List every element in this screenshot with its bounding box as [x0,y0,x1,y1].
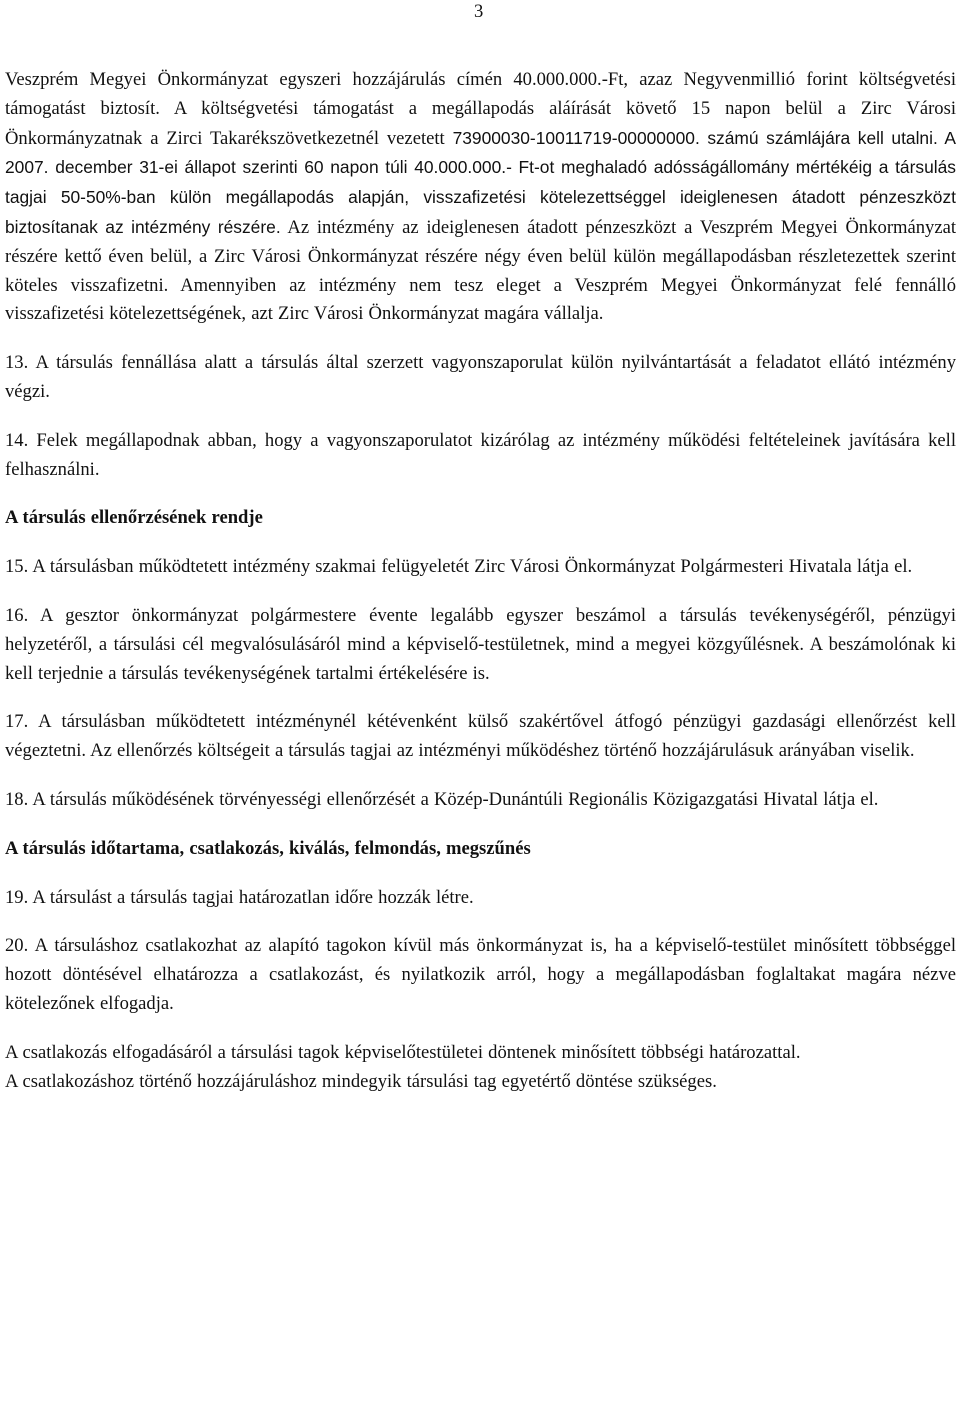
paragraph-accession-consent: A csatlakozáshoz történő hozzájáruláshoz mindegyik társulási tag egyetértő döntése szükséges. [5,1070,717,1092]
paragraph-14: 14. Felek megállapodnak abban, hogy a vagyonszaporulatot kizárólag az intézmény működési feltételeinek javítására kell felhasználni. [5,429,956,480]
intro-account-text: 73900030-10011719-00000000. számú számlájára kell utalni. A 2007. december 31-ei állapot szerinti 60 napon túli 40.000.000.- Ft-ot meghaladó adósságállomány mértékéig a társulás tagjai 50-50%-ban külön megállapodás alapján, visszafizetési kötelezettséggel ideiglenesen átadott pénzeszközt biztosítanak az intézmény részére. [5,127,956,237]
section-heading-duration: A társulás időtartama, csatlakozás, kiválás, felmondás, megszűnés [5,837,531,859]
paragraph-18: 18. A társulás működésének törvényességi ellenőrzését a Közép-Dunántúli Regionális Közigazgatási Hivatal látja el. [5,788,879,810]
paragraph-13: 13. A társulás fennállása alatt a társulás által szerzett vagyonszaporulat külön nyilvántartását a feladatot ellátó intézmény végzi. [5,352,956,402]
paragraph-16: 16. A gesztor önkormányzat polgármestere évente legalább egyszer beszámol a társulás tevékenységéről, pénzügyi helyzetéről, a társulási cél megvalósulásáról mind a képviselő-testületnek, mind a megyei közgyűlésnek. A beszámolónak ki kell terjednie a társulás tevékenységének tartalmi értékelésére is. [5,604,956,684]
paragraph-19: 19. A társulást a társulás tagjai határozatlan időre hozzák létre. [5,886,474,908]
paragraph-15: 15. A társulásban működtetett intézmény szakmai felügyeletét Zirc Városi Önkormányzat Polgármesteri Hivatala látja el. [5,556,913,578]
page-number: 3 [474,1,484,22]
paragraph-accession-acceptance: A csatlakozás elfogadásáról a társulási tagok képviselőtestületei döntenek minősített többségi határozattal. [5,1041,801,1063]
intro-rest-text: Az intézmény az ideiglenesen átadott pénzeszközt a Veszprém Megyei Önkormányzat részére kettő éven belül, a Zirc Városi Önkormányzat részére négy éven belül külön megállapodásban részletezettek szerint köteles visszafizetni. Amennyiben az intézmény nem tesz eleget a Veszprém Megyei Önkormányzat felé fennálló visszafizetési kötelezettségének, azt Zirc Városi Önkormányzat magára vállalja. [5,216,956,325]
intro-serif-text: Veszprém Megyei Önkormányzat egyszeri hozzájárulás címén 40.000.000.-Ft, azaz Negyvenmillió forint költségvetési támogatást biztosít. A költségvetési támogatást a megállapodás aláírását követő 15 napon belül a Zirc Városi Önkormányzatnak a Zirci Takarékszövetkezetnél vezetett [5,69,956,149]
paragraph-intro [5,66,956,329]
section-heading-control: A társulás ellenőrzésének rendje [5,507,263,529]
paragraph-17: 17. A társulásban működtetett intézménynél kétévenként külső szakértővel átfogó pénzügyi gazdasági ellenőrzést kell végeztetni. Az ellenőrzés költségeit a társulás tagjai az intézményi működéshez történő hozzájárulásuk arányában viselik. [5,711,956,762]
paragraph-20: 20. A társuláshoz csatlakozhat az alapító tagokon kívül más önkormányzat is, ha a képviselő-testület minősített többséggel hozott döntésével elhatározza a csatlakozást, és nyilatkozik arról, hogy a megállapodásban foglaltakat magára nézve kötelezőnek elfogadja. [5,935,956,1014]
